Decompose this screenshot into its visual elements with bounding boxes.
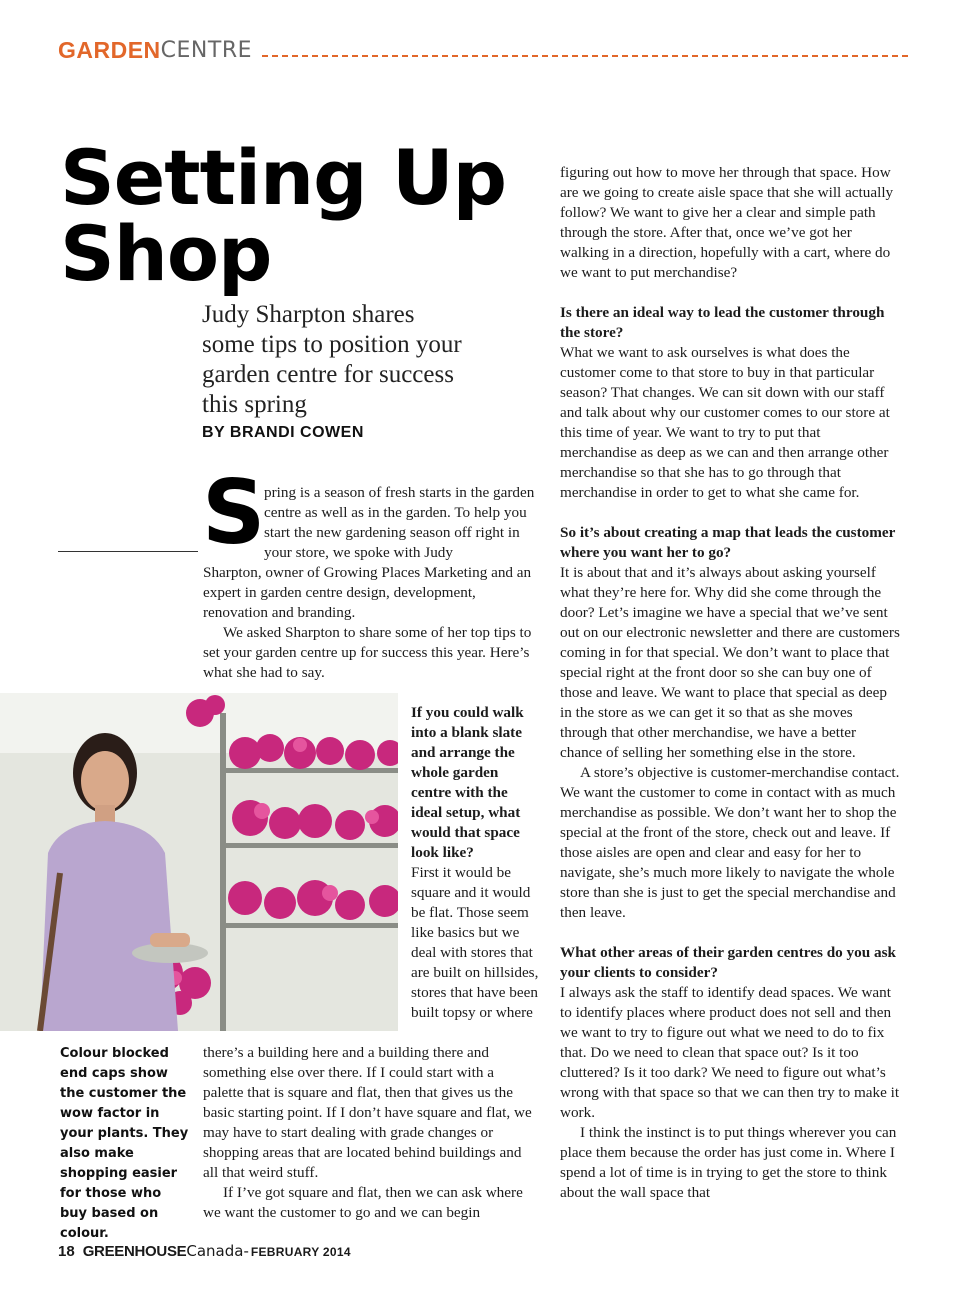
answer-1-part-1: First it would be square and it would be flat. Those seem like basics but we deal with stores that are built on hillsides, stores that have been built topsy or where [411, 864, 539, 1021]
header-dashed-rule [262, 43, 908, 57]
divider-rule [58, 551, 198, 552]
drop-cap: S [202, 461, 266, 564]
section-header [58, 34, 908, 66]
article-title [60, 133, 530, 298]
answer-2: What we want to ask ourselves is what does the customer come to that store to buy in that particular season? That changes. We can sit down with our staff and talk about why our customer comes to our store at this time of year. We want to try to put that merchandise as deep as we can and then arrange other merchandise so that she has to go through that merchandise in order to get to what she came for. [560, 344, 890, 501]
answer-1-paragraph-2: If I’ve got square and flat, then we can ask where we want the customer to go and we can begin [203, 1184, 523, 1221]
question-4: What other areas of their garden centres do you ask your clients to consider? [560, 944, 896, 981]
qa-block-1 [411, 703, 541, 1023]
answer-4: I always ask the staff to identify dead spaces. We want to identify places where product does not sell and then we want to try to figure out what we need to do to fix that. Do we need to clean that space out? Is it too cluttered? Is it too dark? We need to figure out what’s wrong with that space so that we can then try to make it work. [560, 984, 900, 1121]
qa-block-1-continued [203, 1043, 536, 1223]
intro-continuation [203, 563, 536, 683]
title-line-2: Shop [60, 209, 272, 298]
title-line-1: Setting Up [60, 133, 507, 222]
right-column [560, 163, 900, 1203]
byline: BY BRANDI COWEN [202, 424, 364, 441]
answer-3: It is about that and it’s always about asking yourself what they’re here for. Why did she come through the door? Let’s imagine we have a special that we’ve sent out on our electronic newsletter and there are customers coming in for that special. We don’t want to place that special right at the front door so she can buy one of those and leave. We want to place that special as deep in the store as we can get it so that as she moves through that other merchandise, we have a better chance of selling her something else in the store. [560, 564, 900, 761]
section-label-light: CENTRE [160, 37, 253, 63]
question-3: So it’s about creating a map that leads the customer where you want her to go? [560, 524, 896, 561]
photo-illustration [0, 693, 398, 1031]
photo-caption: Colour blocked end caps show the customer the wow factor in your plants. They also make shopping easier for those who buy based on colour. [60, 1046, 189, 1241]
issue-date: FEBRUARY 2014 [250, 1245, 351, 1259]
magazine-brand-bold: GREENHOUSE [82, 1243, 187, 1260]
magazine-brand-light: Canada [186, 1242, 244, 1260]
footer-separator: - [243, 1242, 249, 1260]
answer-3-paragraph-2: A store’s objective is customer-merchandise contact. We want the customer to come in contact with as much merchandise as possible. We don’t want her to shop the special at the front of the store, check out and leave. If those aisles are open and clear and easy for her to navigate, she’s much more likely to navigate the whole store than she is just to get the special merchandise and then leave. [560, 764, 900, 921]
section-label-bold: GARDEN [58, 36, 161, 63]
answer-4-paragraph-2: I think the instinct is to put things wherever you can place them because the order has just come in. Where I spend a lot of time is in trying to get the store to think about the wall space that [560, 1124, 897, 1201]
answer-1-part-2: there’s a building here and a building there and something else over there. If I could start with a palette that is square and flat, then that gives us the basic starting point. If I don’t have square and flat, we may have to start dealing with grade changes or shopping areas that are located behind buildings and all that weird stuff. [203, 1044, 532, 1181]
question-2: Is there an ideal way to lead the customer through the store? [560, 304, 885, 341]
article-photo [0, 693, 398, 1031]
right-paragraph-1: figuring out how to move her through that space. How are we going to create aisle space that she will actually follow? We want to give her a clear and simple path through the store. After that, once we’ve got her walking in a direction, hopefully with a cart, where do we want to put merchandise? [560, 164, 894, 281]
article-subtitle: Judy Sharpton shares some tips to position your garden centre for success this spring [202, 301, 462, 418]
intro-paragraph-rest: Sharpton, owner of Growing Places Marketing and an expert in garden centre design, development, renovation and branding. [203, 564, 532, 621]
intro-paragraph-2: We asked Sharpton to share some of her top tips to set your garden centre up for success this year. Here’s what she had to say. [203, 624, 532, 681]
page-footer [58, 1242, 351, 1260]
page-number: 18 [58, 1243, 75, 1260]
intro-paragraph-start: pring is a season of fresh starts in the garden centre as well as in the garden. To help you start the new gardening season off right in your store, we spoke with Judy [264, 484, 535, 561]
question-1: If you could walk into a blank slate and arrange the whole garden centre with the ideal setup, what would that space look like? [411, 704, 524, 861]
